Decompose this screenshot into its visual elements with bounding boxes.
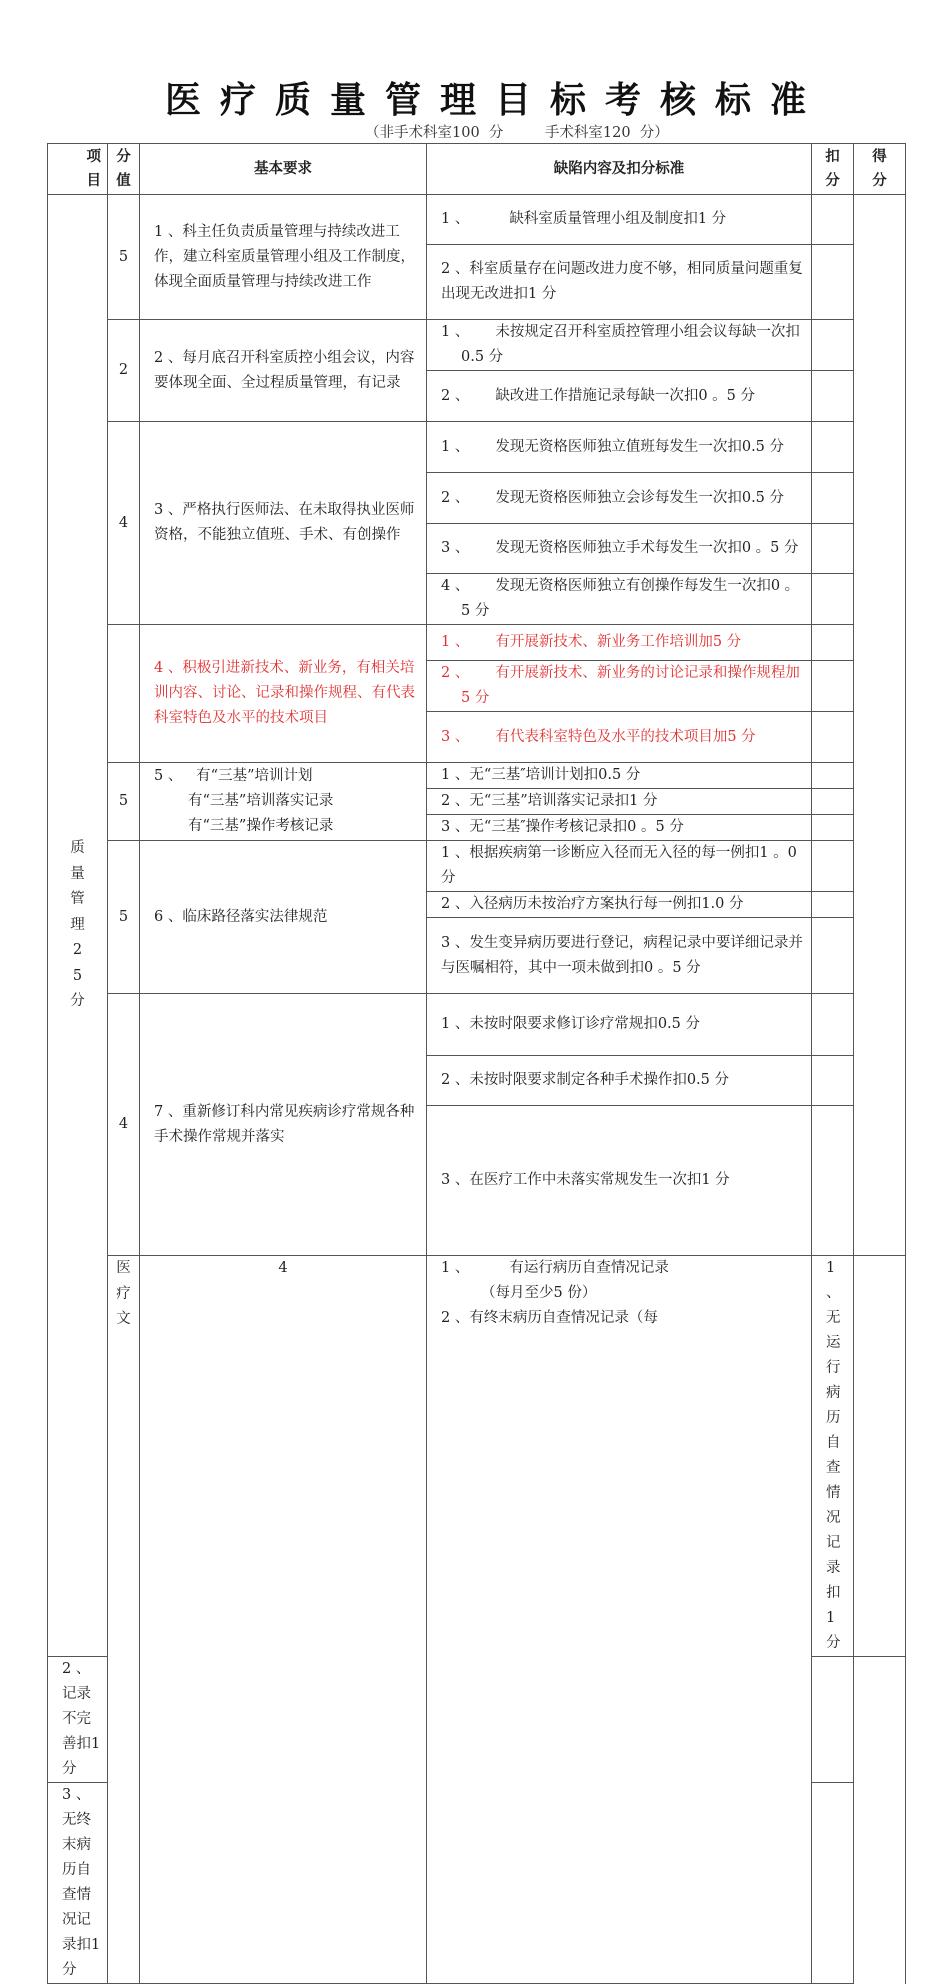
deduct-cell[interactable] — [854, 1256, 906, 1657]
table-row — [48, 1256, 906, 1657]
requirement-cell — [140, 763, 427, 841]
requirement-line-no: 1 、 — [441, 1260, 470, 1276]
defect-item — [427, 625, 812, 661]
requirement-line: （每月至少5 份） — [481, 1285, 597, 1301]
defect-item-no: 1 、 — [441, 211, 470, 227]
deduct-cell[interactable] — [812, 1783, 854, 1984]
defect-item — [427, 195, 812, 245]
table-row — [48, 320, 906, 371]
defect-item-no: 4 、 — [441, 578, 470, 594]
table-row — [48, 625, 906, 661]
page-subtitle: （非手术科室100 分 手术科室120 分） — [365, 125, 669, 141]
table-row — [48, 994, 906, 1056]
deduct-cell[interactable] — [812, 473, 854, 524]
requirement-cell — [427, 1256, 812, 1984]
deduct-cell[interactable] — [812, 245, 854, 320]
table-row — [48, 841, 906, 892]
defect-item: 1 、未按时限要求修订诊疗常规扣0.5 分 — [427, 994, 812, 1056]
score-cell: 5 — [108, 195, 140, 320]
section-quality-management — [48, 195, 108, 1657]
header-project — [48, 144, 108, 195]
defect-item-text: 发现无资格医师独立手术每发生一次扣0 。5 分 — [495, 540, 799, 556]
defect-item — [427, 712, 812, 763]
deduct-cell[interactable] — [812, 712, 854, 763]
assessment-table — [47, 143, 906, 1984]
defect-item: 2 、无“三基”培训落实记录扣1 分 — [427, 789, 812, 815]
deduct-cell[interactable] — [812, 320, 854, 371]
defect-item — [427, 524, 812, 574]
get-score-cell[interactable] — [854, 195, 906, 1256]
header-score-label: 分值 — [116, 149, 131, 189]
table-row — [48, 763, 906, 789]
requirement-line — [441, 1256, 807, 1281]
requirement-cell: 7 、重新修订科内常见疾病诊疗常规各种手术操作常规并落实 — [140, 994, 427, 1256]
score-cell: 2 — [108, 320, 140, 422]
defect-item-text: 发现无资格医师独立有创操作每发生一次扣0 。5 分 — [461, 578, 800, 619]
defect-item: 2 、科室质量存在问题改进力度不够，相同质量问题重复出现无改进扣1 分 — [427, 245, 812, 320]
deduct-cell[interactable] — [812, 841, 854, 892]
requirement-line: 2 、有终末病历自查情况记录（每 — [441, 1310, 658, 1326]
deduct-cell[interactable] — [812, 918, 854, 994]
requirement-line: 有“三基”培训落实记录 — [188, 793, 334, 809]
deduct-cell[interactable] — [812, 371, 854, 422]
defect-item: 2 、记录不完善扣1 分 — [48, 1657, 108, 1783]
deduct-cell[interactable] — [812, 195, 854, 245]
header-project-label: 项目 — [86, 149, 101, 189]
defect-item-text: 未按规定召开科室质控管理小组会议每缺一次扣0.5 分 — [461, 324, 800, 365]
section-label: 质量管理25分 — [70, 840, 85, 1010]
header-requirement: 基本要求 — [140, 144, 427, 195]
deduct-cell[interactable] — [812, 1657, 854, 1783]
requirement-line-text: 有运行病历自查情况记录 — [509, 1260, 669, 1276]
defect-item-no: 1 、 — [441, 324, 470, 340]
score-cell: 4 — [140, 1256, 427, 1984]
deduct-cell[interactable] — [812, 422, 854, 473]
table-row — [48, 422, 906, 473]
requirement-cell: 3 、严格执行医师法、在未取得执业医师资格，不能独立值班、手术、有创操作 — [140, 422, 427, 625]
score-cell: 4 — [108, 422, 140, 625]
defect-item-no: 3 、 — [441, 540, 470, 556]
defect-item: 1 、无运行病历自查情况记录扣1 分 — [812, 1256, 854, 1657]
deduct-cell[interactable] — [812, 1056, 854, 1106]
requirement-cell: 4 、积极引进新技术、新业务，有相关培训内容、讨论、记录和操作规程、有代表科室特色及水平的技术项目 — [140, 625, 427, 763]
defect-item — [427, 320, 812, 371]
defect-item: 2 、入径病历未按治疗方案执行每一例扣1.0 分 — [427, 892, 812, 918]
defect-item — [427, 371, 812, 422]
defect-item-text: 有开展新技术、新业务的讨论记录和操作规程加5 分 — [461, 665, 800, 706]
page-title: 医疗质量管理目标考核标准 — [164, 80, 825, 121]
score-cell: 4 — [108, 994, 140, 1256]
score-cell: 5 — [108, 763, 140, 841]
header-score — [108, 144, 140, 195]
table-row — [48, 195, 906, 245]
defect-item-text: 缺改进工作措施记录每缺一次扣0 。5 分 — [495, 387, 756, 404]
defect-item — [427, 574, 812, 625]
requirement-cell: 6 、临床路径落实法律规范 — [140, 841, 427, 994]
header-get-label: 得分 — [872, 149, 887, 189]
defect-item-text: 缺科室质量管理小组及制度扣1 分 — [509, 211, 727, 227]
defect-item — [427, 473, 812, 524]
requirement-cell: 1 、科主任负责质量管理与持续改进工作，建立科室质量管理小组及工作制度，体现全面质量管理与持续改进工作 — [140, 195, 427, 320]
defect-item-no: 2 、 — [441, 387, 470, 404]
defect-item-text: 有代表科室特色及水平的技术项目加5 分 — [495, 728, 756, 745]
deduct-cell[interactable] — [812, 892, 854, 918]
deduct-cell[interactable] — [812, 763, 854, 789]
defect-item-no: 2 、 — [441, 665, 470, 681]
defect-item: 2 、未按时限要求制定各种手术操作扣0.5 分 — [427, 1056, 812, 1106]
score-cell — [108, 625, 140, 763]
header-deduct — [812, 144, 854, 195]
requirement-line: 5 、 有“三基”培训计划 — [154, 768, 313, 784]
defect-item — [427, 422, 812, 473]
score-cell: 5 — [108, 841, 140, 994]
deduct-cell[interactable] — [812, 524, 854, 574]
defect-item: 3 、无终末病历自查情况记录扣1 分 — [48, 1783, 108, 1984]
deduct-cell[interactable] — [812, 1106, 854, 1256]
deduct-cell[interactable] — [812, 574, 854, 625]
header-defect: 缺陷内容及扣分标准 — [427, 144, 812, 195]
requirement-cell: 2 、每月底召开科室质控小组会议，内容要体现全面、全过程质量管理，有记录 — [140, 320, 427, 422]
defect-item-no: 3 、 — [441, 728, 470, 745]
defect-item: 3 、发生变异病历要进行登记，病程记录中要详细记录并与医嘱相符，其中一项未做到扣0 。5 分 — [427, 918, 812, 994]
header-deduct-label: 扣分 — [825, 149, 840, 189]
defect-item-no: 2 、 — [441, 489, 470, 506]
section-medical-documents — [108, 1256, 140, 1984]
defect-item-text: 发现无资格医师独立值班每发生一次扣0.5 分 — [495, 438, 785, 455]
defect-item: 1 、根据疾病第一诊断应入径而无入径的每一例扣1 。0 分 — [427, 841, 812, 892]
defect-item-text: 发现无资格医师独立会诊每发生一次扣0.5 分 — [495, 489, 785, 506]
defect-item-text: 有开展新技术、新业务工作培训加5 分 — [495, 634, 742, 650]
deduct-cell[interactable] — [812, 625, 854, 661]
defect-item: 3 、无“三基″操作考核记录扣0 。5 分 — [427, 815, 812, 841]
header-row — [48, 144, 906, 195]
deduct-cell[interactable] — [812, 994, 854, 1056]
defect-item: 1 、无“三基″培训计划扣0.5 分 — [427, 763, 812, 789]
requirement-line: 有“三基”操作考核记录 — [188, 818, 334, 834]
deduct-cell[interactable] — [812, 789, 854, 815]
defect-item: 3 、在医疗工作中未落实常规发生一次扣1 分 — [427, 1106, 812, 1256]
deduct-cell[interactable] — [812, 661, 854, 712]
defect-item-no: 1 、 — [441, 634, 470, 650]
header-get — [854, 144, 906, 195]
defect-item — [427, 661, 812, 712]
deduct-cell[interactable] — [812, 815, 854, 841]
defect-item-no: 1 、 — [441, 438, 470, 455]
section-label: 医疗文 — [116, 1260, 131, 1327]
